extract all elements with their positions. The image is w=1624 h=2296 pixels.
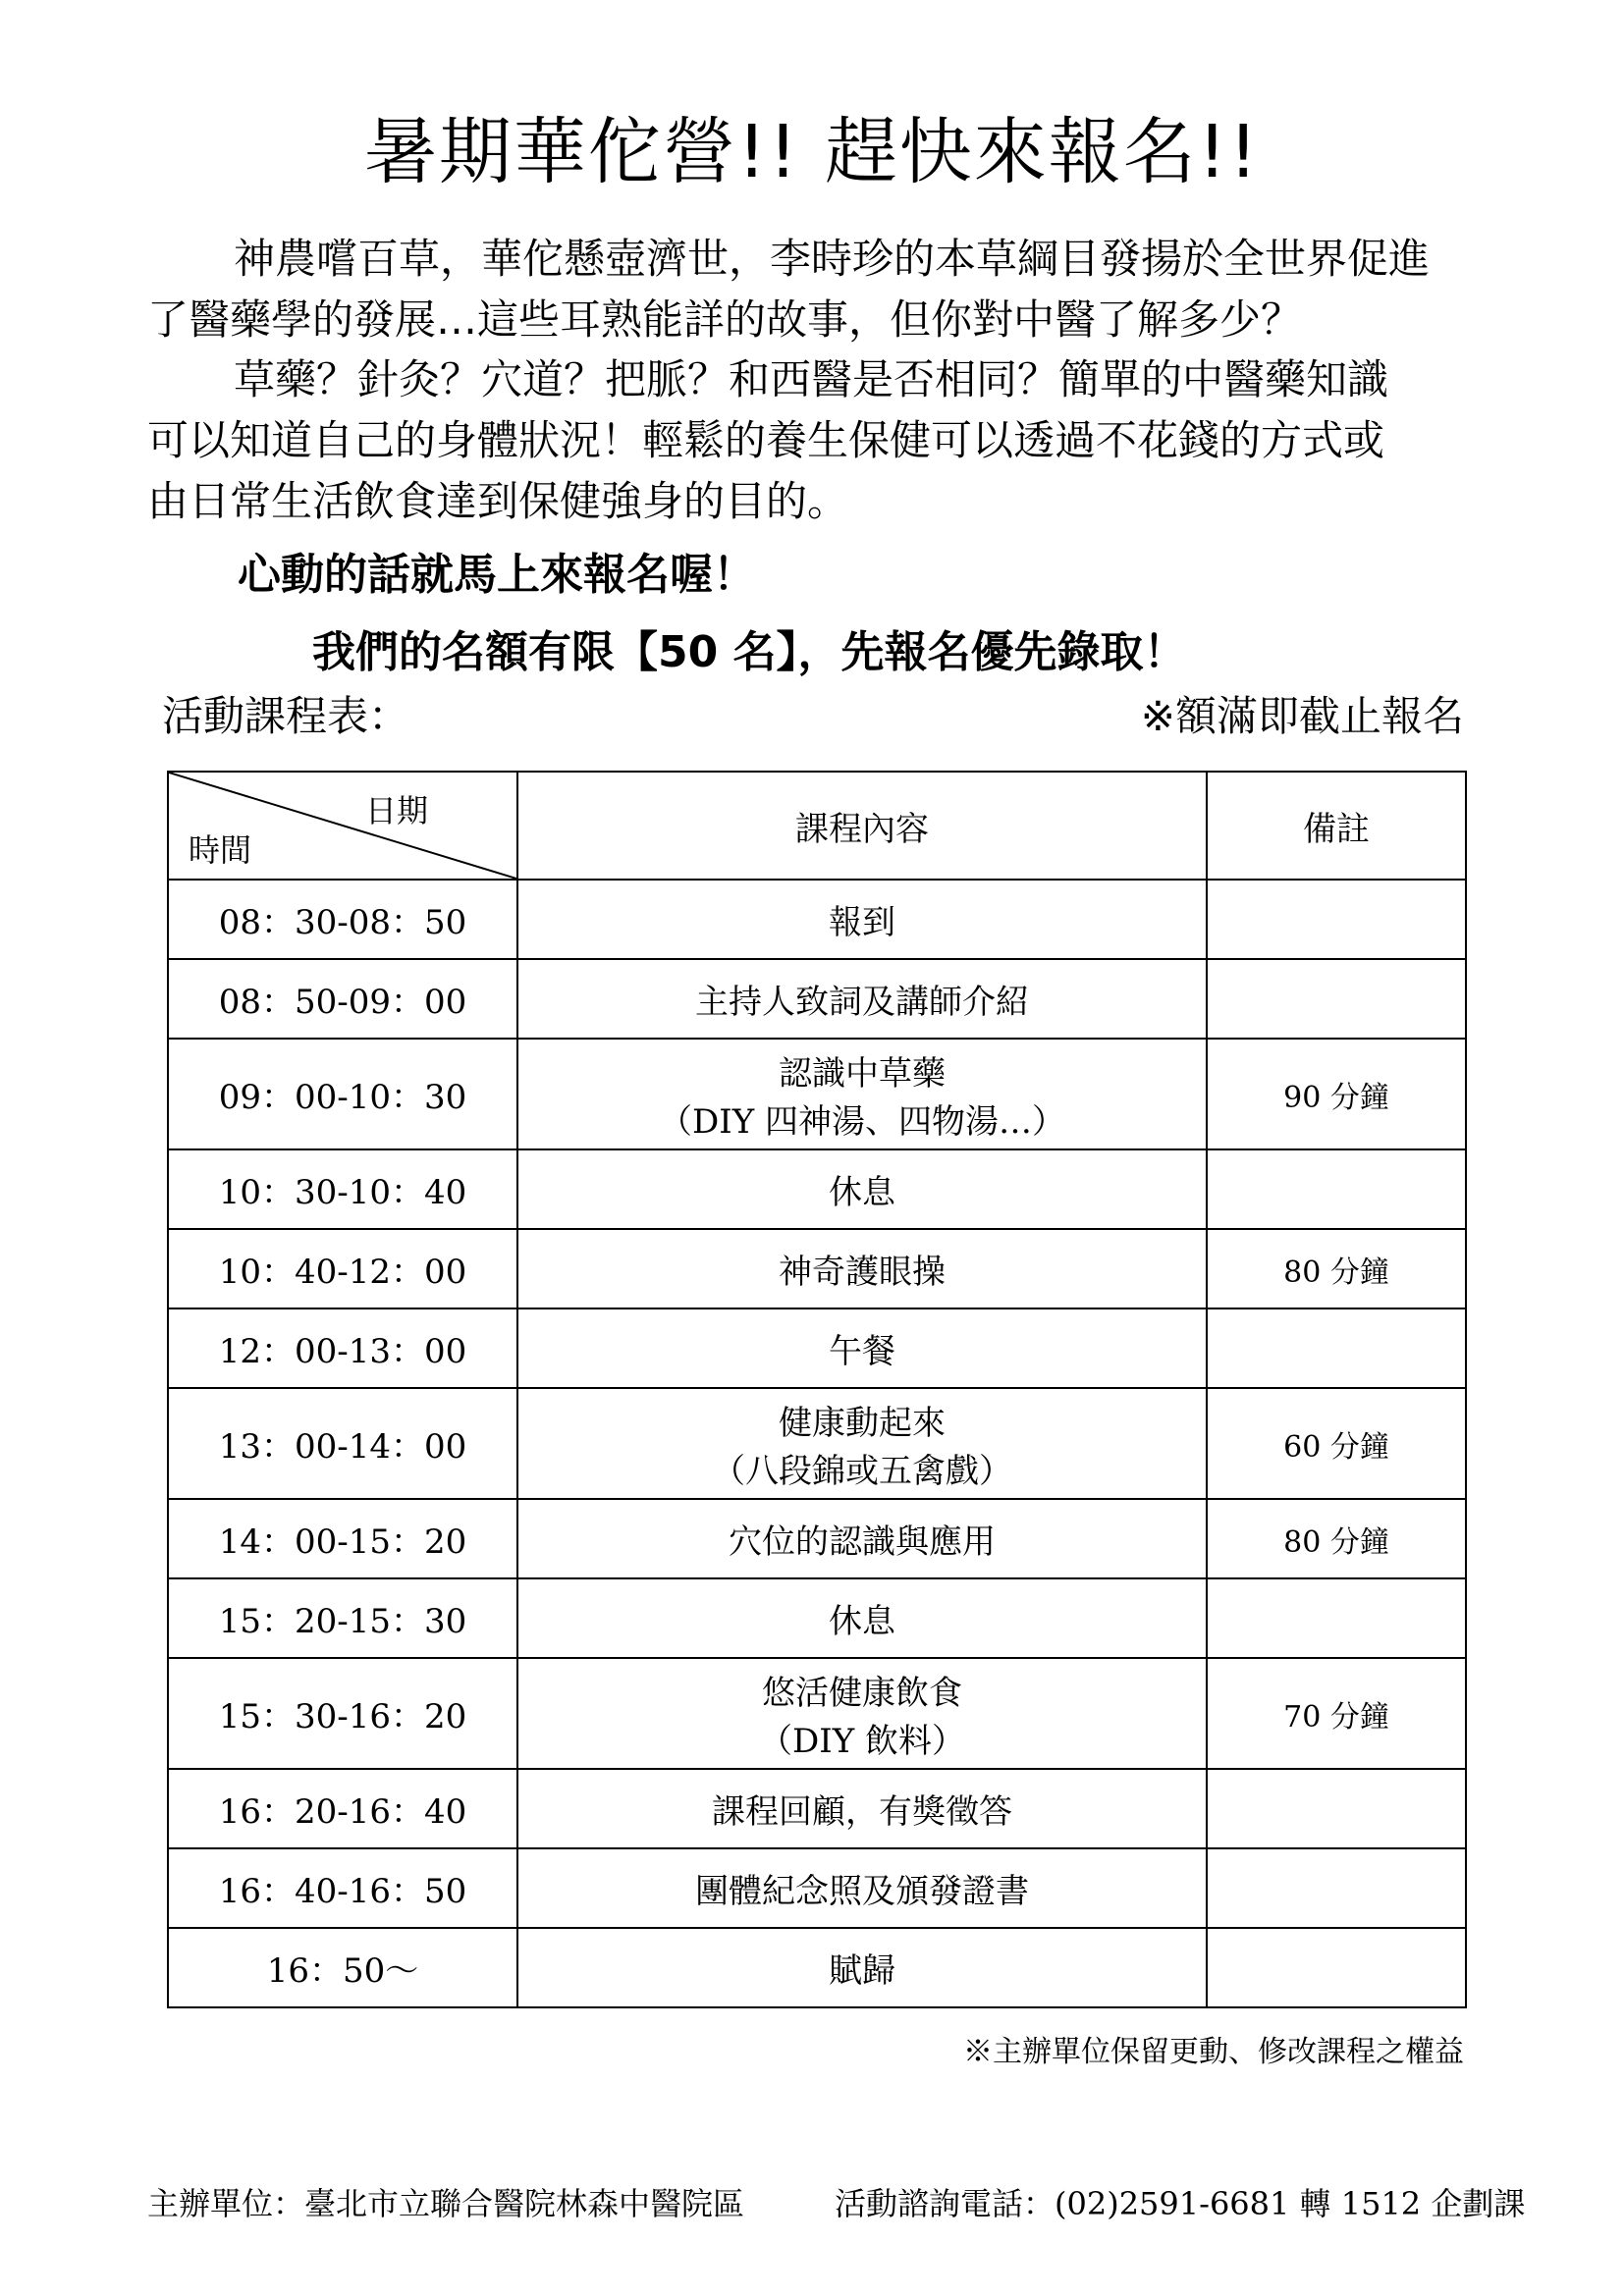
remark-cell [1207, 1769, 1466, 1848]
intro-line: 草藥？針灸？穴道？把脈？和西醫是否相同？簡單的中醫藥知識 [234, 355, 1389, 403]
content-cell [517, 1229, 1207, 1308]
content-text: 穴位的認識與應用 [729, 1522, 996, 1562]
intro-paragraph-1 [147, 229, 1502, 350]
schedule-table [167, 771, 1467, 2008]
table-row [168, 959, 1466, 1039]
intro-line: 了醫藥學的發展…這些耳熟能詳的故事，但你對中醫了解多少？ [147, 295, 1303, 344]
content-subtext: （DIY 飲料） [759, 1721, 965, 1761]
time-cell: 16：50～ [168, 1928, 517, 2007]
content-cell [517, 880, 1207, 959]
time-cell: 08：30-08：50 [168, 880, 517, 959]
content-text: 休息 [829, 1602, 895, 1641]
remark-cell: 80 分鐘 [1207, 1499, 1466, 1578]
content-cell [517, 1499, 1207, 1578]
time-cell: 14：00-15：20 [168, 1499, 517, 1578]
table-row [168, 1388, 1466, 1499]
content-text: 賦歸 [829, 1951, 895, 1991]
content-text: 健康動起來 [779, 1403, 946, 1443]
table-row [168, 880, 1466, 959]
footnote: ※主辦單位保留更動、修改課程之權益 [963, 2035, 1464, 2069]
contact-phone: 活動諮詢電話：(02)2591-6681 轉 1512 企劃課 [835, 2185, 1526, 2222]
content-subtext: （DIY 四神湯、四物湯…） [659, 1101, 1065, 1142]
time-header: 時間 [189, 831, 252, 869]
remark-cell [1207, 959, 1466, 1039]
content-cell [517, 1769, 1207, 1848]
content-text: 團體紀念照及頒發證書 [695, 1872, 1029, 1911]
time-cell: 15：20-15：30 [168, 1578, 517, 1658]
content-subtext: （八段錦或五禽戲） [712, 1451, 1012, 1491]
content-header: 課程內容 [517, 772, 1207, 880]
content-cell [517, 1388, 1207, 1499]
table-row [168, 1928, 1466, 2007]
content-cell [517, 1149, 1207, 1229]
content-text: 午餐 [829, 1332, 895, 1371]
content-text: 認識中草藥 [779, 1053, 946, 1094]
table-row [168, 1769, 1466, 1848]
time-cell: 09：00-10：30 [168, 1039, 517, 1149]
table-header-row [168, 772, 1466, 880]
table-row [168, 1658, 1466, 1769]
content-text: 課程回顧，有獎徵答 [712, 1792, 1012, 1832]
remark-cell [1207, 1578, 1466, 1658]
full-notice: ※額滿即截止報名 [1140, 692, 1464, 740]
remark-cell [1207, 880, 1466, 959]
content-cell [517, 1658, 1207, 1769]
content-text: 神奇護眼操 [779, 1253, 946, 1292]
remark-header: 備註 [1207, 772, 1466, 880]
table-row [168, 1578, 1466, 1658]
content-cell [517, 1848, 1207, 1928]
time-cell: 10：30-10：40 [168, 1149, 517, 1229]
content-text: 休息 [829, 1173, 895, 1212]
remark-cell: 80 分鐘 [1207, 1229, 1466, 1308]
time-cell: 15：30-16：20 [168, 1658, 517, 1769]
time-cell: 16：40-16：50 [168, 1848, 517, 1928]
remark-cell: 60 分鐘 [1207, 1388, 1466, 1499]
content-text: 報到 [829, 903, 895, 942]
content-text: 主持人致詞及講師介紹 [695, 983, 1029, 1022]
content-cell [517, 959, 1207, 1039]
content-cell [517, 1928, 1207, 2007]
remark-cell: 70 分鐘 [1207, 1658, 1466, 1769]
intro-line: 可以知道自己的身體狀況！輕鬆的養生保健可以透過不花錢的方式或 [147, 416, 1385, 464]
table-row [168, 1499, 1466, 1578]
content-cell [517, 1578, 1207, 1658]
date-header: 日期 [365, 792, 429, 829]
remark-cell [1207, 1149, 1466, 1229]
remark-cell: 90 分鐘 [1207, 1039, 1466, 1149]
remark-cell [1207, 1308, 1466, 1388]
time-cell: 16：20-16：40 [168, 1769, 517, 1848]
corner-header-cell [168, 772, 517, 880]
content-cell [517, 1039, 1207, 1149]
cta-line-1: 心動的話就馬上來報名喔！ [238, 550, 756, 600]
table-row [168, 1848, 1466, 1928]
table-row [168, 1149, 1466, 1229]
time-cell: 08：50-09：00 [168, 959, 517, 1039]
footer [147, 2179, 1526, 2224]
table-row [168, 1039, 1466, 1149]
remark-cell [1207, 1928, 1466, 2007]
intro-line: 由日常生活飲食達到保健強身的目的。 [147, 477, 849, 525]
remark-cell [1207, 1848, 1466, 1928]
cta-line-2: 我們的名額有限【50 名】，先報名優先錄取！ [312, 627, 1187, 677]
page-title: 暑期華佗營!! 趕快來報名!! [363, 110, 1261, 194]
schedule-label: 活動課程表： [162, 692, 410, 740]
content-text: 悠活健康飲食 [762, 1673, 962, 1713]
intro-line: 神農嚐百草，華佗懸壺濟世，李時珍的本草綱目發揚於全世界促進 [234, 235, 1431, 283]
intro-paragraph-2 [147, 349, 1502, 532]
table-row [168, 1308, 1466, 1388]
time-cell: 12：00-13：00 [168, 1308, 517, 1388]
table-row [168, 1229, 1466, 1308]
time-cell: 10：40-12：00 [168, 1229, 517, 1308]
content-cell [517, 1308, 1207, 1388]
organizer: 主辦單位：臺北市立聯合醫院林森中醫院區 [147, 2185, 745, 2222]
time-cell: 13：00-14：00 [168, 1388, 517, 1499]
